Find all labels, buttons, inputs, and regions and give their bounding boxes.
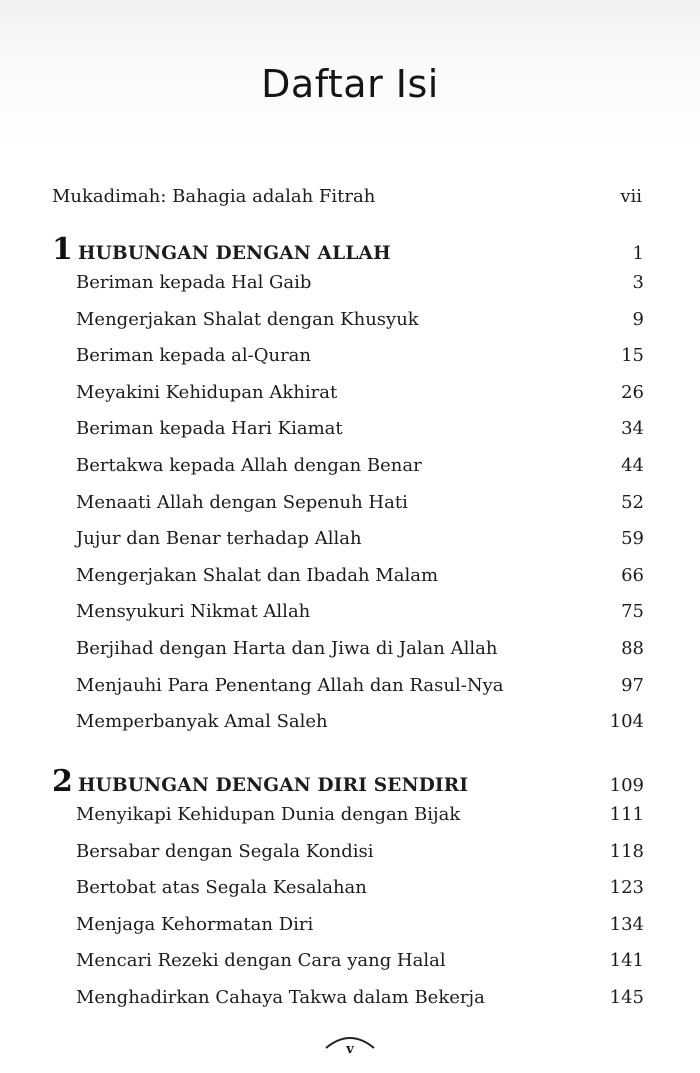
toc-entry: [52, 455, 644, 492]
entry-label: Menyikapi Kehidupan Dunia dengan Bijak: [76, 804, 461, 825]
toc-entry: [52, 272, 644, 309]
section-2: [52, 764, 644, 1024]
toc-entry: [52, 345, 644, 382]
page-footer: [0, 1030, 700, 1057]
toc-entry: [52, 638, 644, 675]
toc-entry: [52, 675, 644, 712]
entry-page: 88: [621, 637, 644, 659]
entry-label: Menjaga Kehormatan Diri: [76, 913, 314, 935]
entry-label: Mencari Rezeki dengan Cara yang Halal: [76, 950, 446, 972]
entry-label: Mengerjakan Shalat dengan Khusyuk: [76, 308, 419, 330]
entry-page: 15: [621, 345, 644, 367]
section-page: 109: [609, 775, 644, 796]
entry-page: 104: [609, 711, 644, 733]
entry-page: 3: [632, 272, 644, 293]
entry-list: [52, 804, 644, 1024]
entry-label: Beriman kepada al-Quran: [76, 345, 311, 367]
entry-page: 44: [621, 454, 644, 476]
entry-label: Mensyukuri Nikmat Allah: [76, 601, 311, 623]
entry-page: 123: [609, 877, 644, 899]
toc-entry: [52, 418, 644, 455]
entry-page: 9: [632, 308, 644, 330]
entry-label: Beriman kepada Hal Gaib: [76, 272, 312, 293]
toc-entry: [52, 565, 644, 602]
entry-page: 26: [621, 381, 644, 403]
entry-label: Jujur dan Benar terhadap Allah: [76, 528, 362, 550]
toc-entry: [52, 987, 644, 1024]
entry-page: 134: [609, 913, 644, 935]
entry-label: Beriman kepada Hari Kiamat: [76, 418, 343, 440]
entry-page: 34: [621, 418, 644, 440]
entry-label: Bersabar dengan Segala Kondisi: [76, 840, 374, 862]
section-1: [52, 232, 644, 748]
toc-entry: [52, 841, 644, 878]
entry-label: Mengerjakan Shalat dan Ibadah Malam: [76, 564, 439, 586]
entry-list: [52, 272, 644, 748]
section-title: HUBUNGAN DENGAN ALLAH: [78, 243, 391, 264]
toc-entry: [52, 528, 644, 565]
toc-entry: [52, 804, 644, 841]
entry-page: 52: [621, 491, 644, 513]
toc-entry: [52, 711, 644, 748]
entry-page: 145: [609, 986, 644, 1008]
entry-label: Berjihad dengan Harta dan Jiwa di Jalan Allah: [76, 637, 498, 659]
entry-page: 75: [621, 601, 644, 623]
entry-label: Bertobat atas Segala Kesalahan: [76, 877, 367, 899]
entry-page: 59: [621, 528, 644, 550]
page-number: v: [346, 1042, 354, 1057]
intro-entry: [52, 186, 642, 207]
entry-label: Menghadirkan Cahaya Takwa dalam Bekerja: [76, 986, 485, 1008]
toc-entry: [52, 914, 644, 951]
entry-page: 118: [609, 840, 644, 862]
entry-page: 141: [609, 950, 644, 972]
section-heading: [52, 232, 644, 272]
entry-label: Memperbanyak Amal Saleh: [76, 711, 328, 733]
page-title: Daftar Isi: [261, 62, 439, 106]
section-number: 1: [52, 232, 73, 267]
section-title: HUBUNGAN DENGAN DIRI SENDIRI: [78, 775, 469, 796]
entry-label: Menjauhi Para Penentang Allah dan Rasul-Nya: [76, 674, 504, 696]
toc-entry: [52, 950, 644, 987]
section-number: 2: [52, 764, 73, 799]
entry-label: Meyakini Kehidupan Akhirat: [76, 381, 338, 403]
intro-page: vii: [620, 186, 642, 207]
toc-entry: [52, 382, 644, 419]
toc-entry: [52, 492, 644, 529]
toc-entry: [52, 877, 644, 914]
entry-label: Menaati Allah dengan Sepenuh Hati: [76, 491, 408, 513]
section-heading: [52, 764, 644, 804]
entry-page: 111: [609, 804, 644, 825]
entry-page: 97: [621, 674, 644, 696]
toc-entry: [52, 601, 644, 638]
entry-page: 66: [621, 564, 644, 586]
entry-label: Bertakwa kepada Allah dengan Benar: [76, 454, 422, 476]
section-page: 1: [632, 243, 644, 264]
intro-label: Mukadimah: Bahagia adalah Fitrah: [52, 186, 376, 207]
toc-entry: [52, 309, 644, 346]
